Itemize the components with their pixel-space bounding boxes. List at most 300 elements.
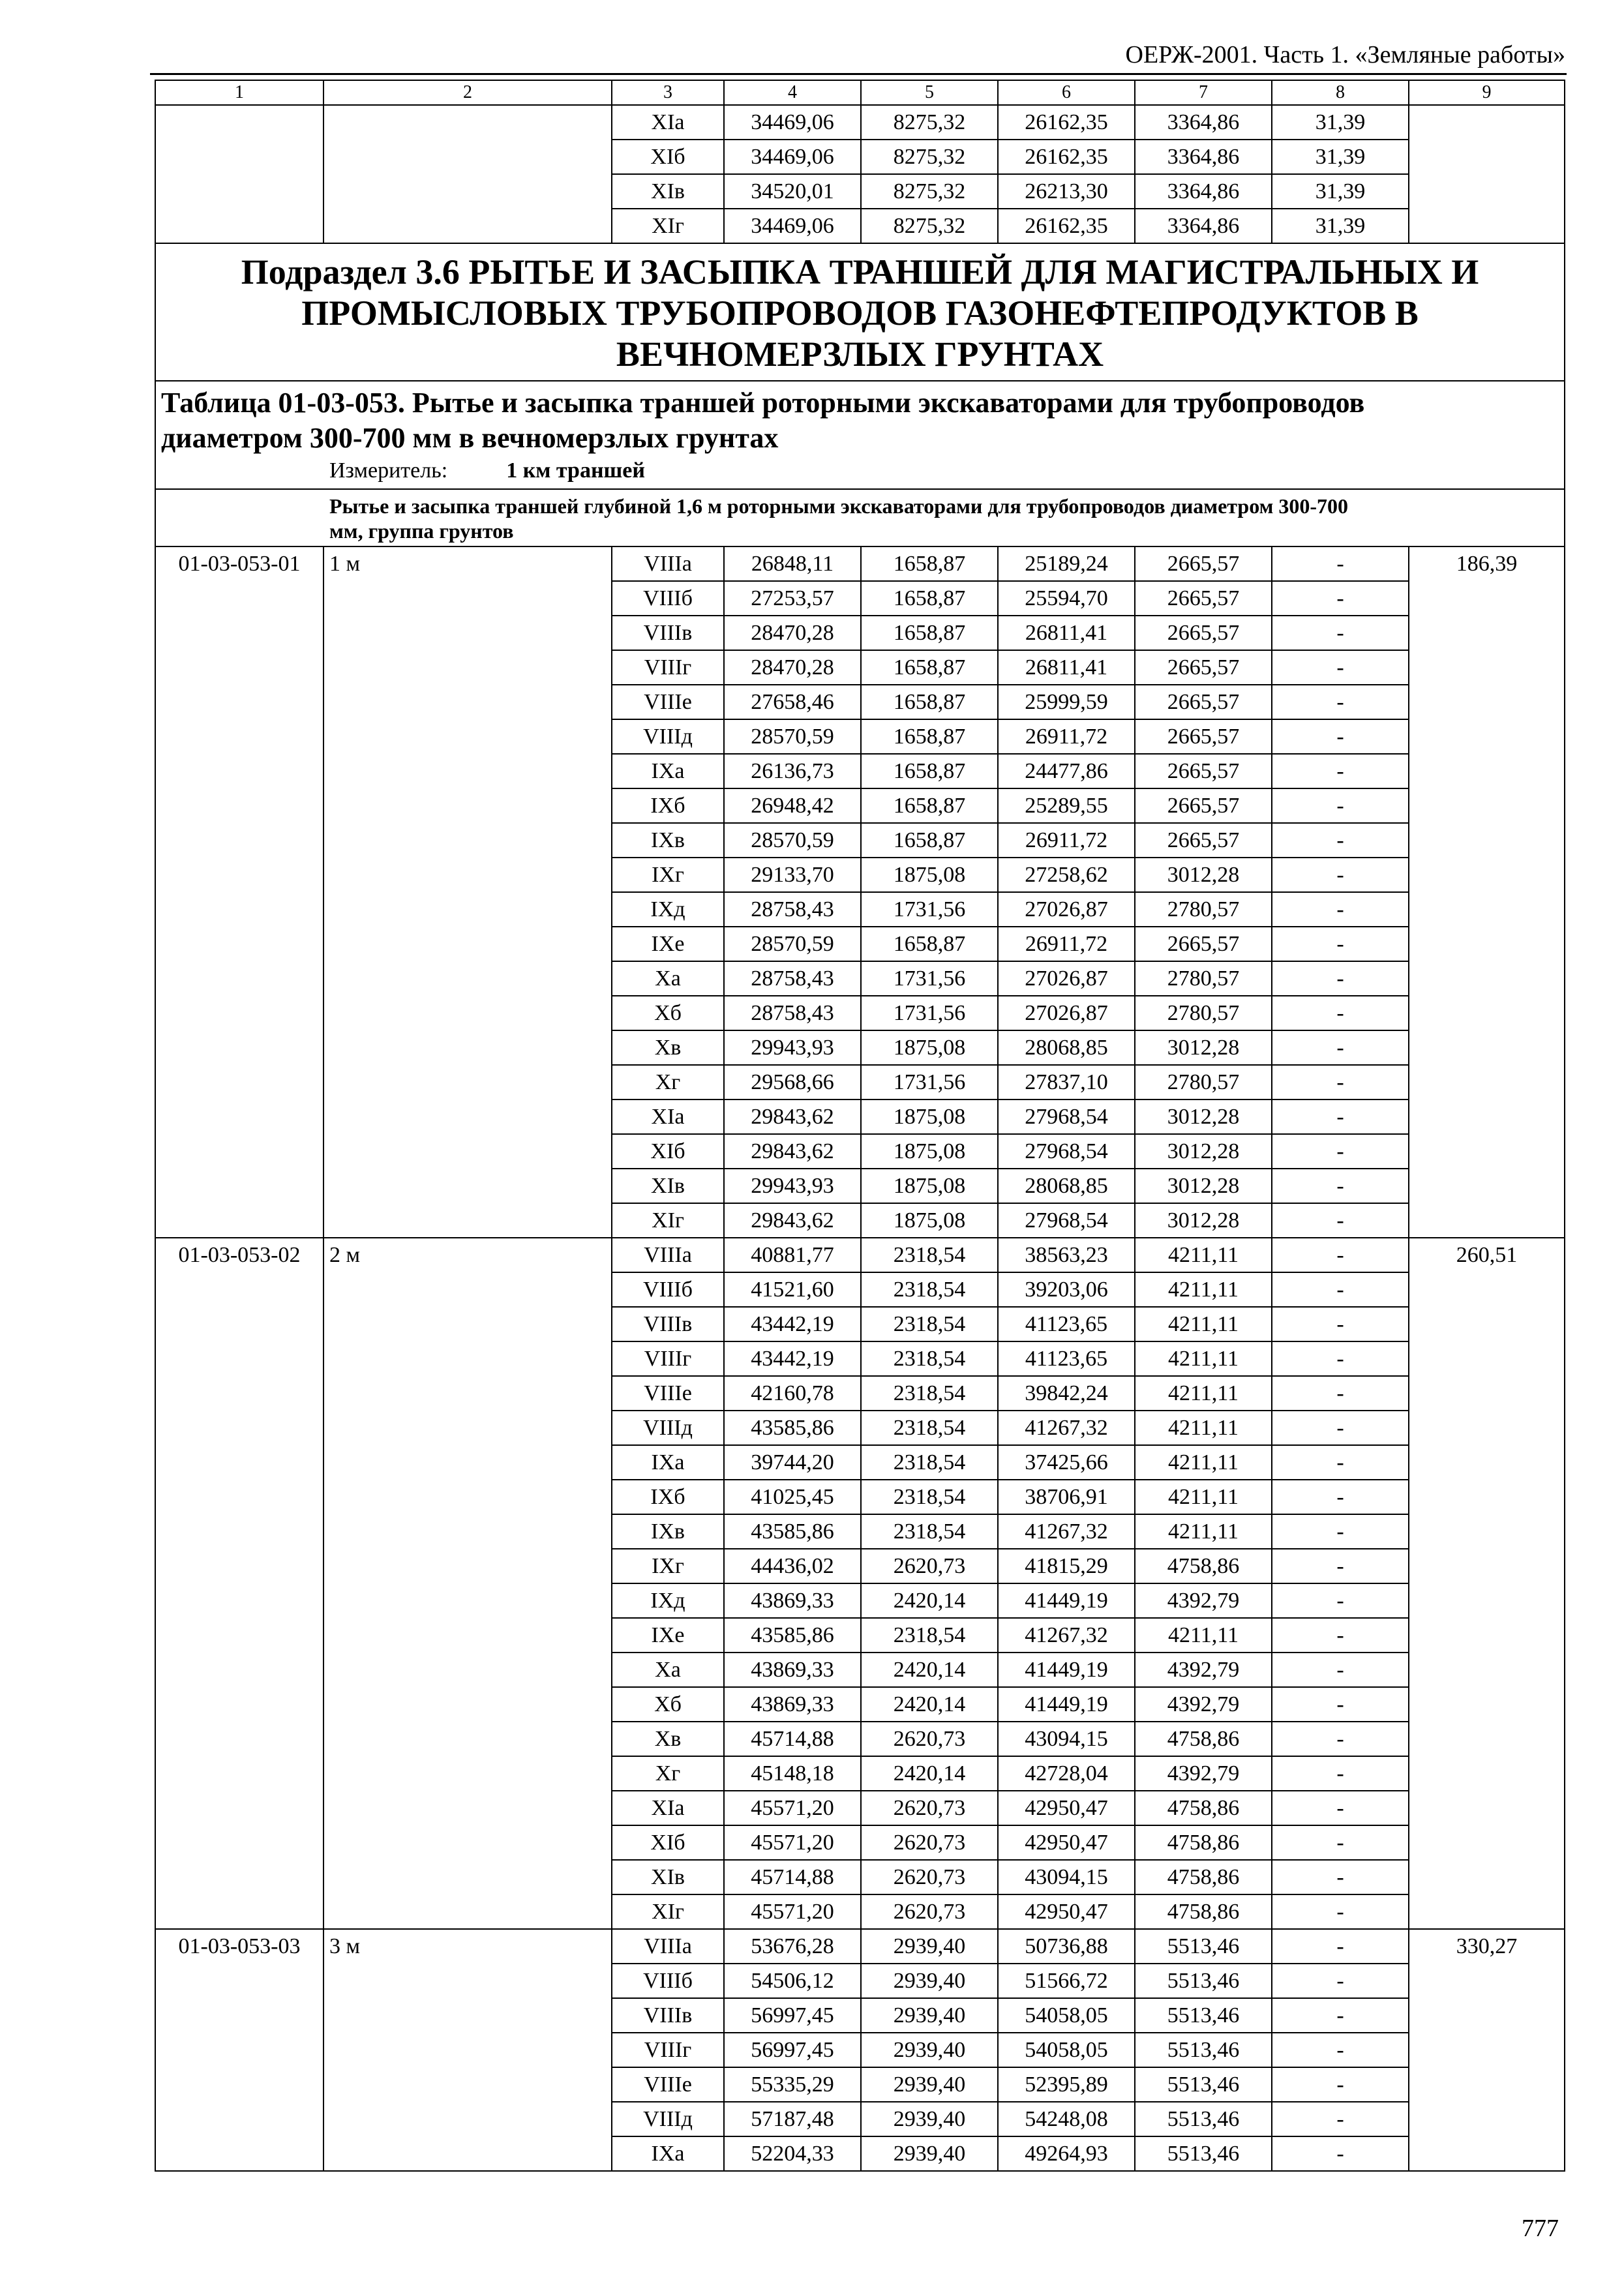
- table-cell: 28068,85: [998, 1030, 1135, 1065]
- table-cell: 27837,10: [998, 1065, 1135, 1100]
- table-cell: 41521,60: [724, 1272, 861, 1307]
- table-cell: IXд: [612, 1583, 724, 1618]
- table-cell: 2939,40: [861, 1929, 998, 1964]
- table-cell: 44436,02: [724, 1549, 861, 1583]
- table-cell: -: [1272, 1411, 1409, 1445]
- rate-code: 01-03-053-02: [155, 1238, 323, 1929]
- table-cell: 5513,46: [1135, 1929, 1272, 1964]
- table-cell: 45571,20: [724, 1825, 861, 1860]
- table-row: [155, 1238, 1565, 1272]
- table-cell: 3364,86: [1135, 209, 1272, 243]
- table-cell: -: [1272, 1203, 1409, 1238]
- table-cell: -: [1272, 1341, 1409, 1376]
- table-cell: 54506,12: [724, 1964, 861, 1998]
- table-cell: 2620,73: [861, 1894, 998, 1929]
- table-cell: XIб: [612, 140, 724, 174]
- table-cell: XIв: [612, 174, 724, 209]
- table-cell: 2420,14: [861, 1687, 998, 1722]
- table-cell: 52204,33: [724, 2136, 861, 2171]
- rates-table-body: [155, 80, 1565, 2171]
- table-cell: 3364,86: [1135, 105, 1272, 140]
- table-cell: 1658,87: [861, 546, 998, 581]
- table-cell: -: [1272, 823, 1409, 858]
- table-cell: 28758,43: [724, 961, 861, 996]
- table-cell: 2318,54: [861, 1618, 998, 1653]
- table-cell: IXв: [612, 1514, 724, 1549]
- table-cell: 2620,73: [861, 1722, 998, 1756]
- table-cell: -: [1272, 1238, 1409, 1272]
- table-cell: Xб: [612, 996, 724, 1030]
- column-number-row: [155, 80, 1565, 105]
- table-cell: VIIIг: [612, 1341, 724, 1376]
- table-cell: 43442,19: [724, 1341, 861, 1376]
- table-cell: 2780,57: [1135, 996, 1272, 1030]
- table-cell: 28068,85: [998, 1169, 1135, 1203]
- table-cell: 2665,57: [1135, 546, 1272, 581]
- table-cell: 8275,32: [861, 209, 998, 243]
- table-cell: 34469,06: [724, 140, 861, 174]
- rate-name: 1 м: [323, 546, 612, 1238]
- table-cell: IXб: [612, 788, 724, 823]
- table-cell: 4211,11: [1135, 1618, 1272, 1653]
- subsection-heading: [155, 243, 1565, 381]
- table-cell: 4211,11: [1135, 1411, 1272, 1445]
- table-cell: 2318,54: [861, 1272, 998, 1307]
- table-cell: XIа: [612, 105, 724, 140]
- table-cell: -: [1272, 2102, 1409, 2136]
- table-cell: 50736,88: [998, 1929, 1135, 1964]
- table-cell: Xг: [612, 1756, 724, 1791]
- table-cell: IXе: [612, 1618, 724, 1653]
- subsection-title: [161, 244, 1559, 380]
- table-cell: 45571,20: [724, 1894, 861, 1929]
- table-cell: -: [1272, 927, 1409, 961]
- table-cell: 42950,47: [998, 1825, 1135, 1860]
- table-cell: -: [1272, 1134, 1409, 1169]
- table-cell: 2665,57: [1135, 754, 1272, 788]
- table-cell: Xа: [612, 961, 724, 996]
- column-number: 6: [998, 80, 1135, 105]
- table-cell: VIIIд: [612, 719, 724, 754]
- table-cell: 4392,79: [1135, 1653, 1272, 1687]
- column-number: 1: [155, 80, 323, 105]
- table-cell: 54058,05: [998, 1998, 1135, 2033]
- table-cell: 51566,72: [998, 1964, 1135, 1998]
- table-cell: 39842,24: [998, 1376, 1135, 1411]
- table-cell: 2620,73: [861, 1825, 998, 1860]
- table-cell: VIIIе: [612, 685, 724, 719]
- table-cell: VIIIг: [612, 2033, 724, 2067]
- table-cell: Xг: [612, 1065, 724, 1100]
- table-cell: 3012,28: [1135, 1134, 1272, 1169]
- table-cell: 43442,19: [724, 1307, 861, 1341]
- table-cell: 3012,28: [1135, 1100, 1272, 1134]
- table-cell: -: [1272, 1929, 1409, 1964]
- table-cell: -: [1272, 1618, 1409, 1653]
- table-cell: 5513,46: [1135, 2136, 1272, 2171]
- table-cell: 28570,59: [724, 927, 861, 961]
- table-cell: 45148,18: [724, 1756, 861, 1791]
- column-number: 7: [1135, 80, 1272, 105]
- table-cell: 2318,54: [861, 1514, 998, 1549]
- table-cell: 2620,73: [861, 1549, 998, 1583]
- table-cell: -: [1272, 1100, 1409, 1134]
- rate-name: 2 м: [323, 1238, 612, 1929]
- table-cell: 2665,57: [1135, 823, 1272, 858]
- measure-unit: 1 км траншей: [506, 458, 645, 483]
- table-cell: 43585,86: [724, 1514, 861, 1549]
- table-cell: 4758,86: [1135, 1860, 1272, 1894]
- table-cell: 28470,28: [724, 616, 861, 650]
- table-cell: 2939,40: [861, 2102, 998, 2136]
- table-cell: 5513,46: [1135, 2102, 1272, 2136]
- column-number: 4: [724, 80, 861, 105]
- subsection-title-line: ВЕЧНОМЕРЗЛЫХ ГРУНТАХ: [616, 335, 1104, 374]
- table-cell: 5513,46: [1135, 1964, 1272, 1998]
- table-cell: 4392,79: [1135, 1756, 1272, 1791]
- table-title: [161, 382, 1559, 456]
- table-title-row: [155, 381, 1565, 489]
- table-cell: Xв: [612, 1722, 724, 1756]
- table-cell: 26213,30: [998, 174, 1135, 209]
- table-cell: Xв: [612, 1030, 724, 1065]
- table-cell: VIIIб: [612, 581, 724, 616]
- table-cell: -: [1272, 2136, 1409, 2171]
- table-cell: 41449,19: [998, 1653, 1135, 1687]
- table-cell: 2318,54: [861, 1238, 998, 1272]
- table-cell: 3364,86: [1135, 174, 1272, 209]
- table-cell: 42728,04: [998, 1756, 1135, 1791]
- group-description-line: Рытье и засыпка траншей глубиной 1,6 м роторными экскаваторами для трубопроводов диаметром 300-700: [329, 494, 1349, 518]
- table-cell: 26848,11: [724, 546, 861, 581]
- table-cell: 4758,86: [1135, 1825, 1272, 1860]
- table-cell: 27026,87: [998, 961, 1135, 996]
- table-cell: 1658,87: [861, 823, 998, 858]
- table-cell: 1875,08: [861, 1134, 998, 1169]
- table-cell: 4758,86: [1135, 1791, 1272, 1825]
- table-cell: 4211,11: [1135, 1445, 1272, 1480]
- table-cell: -: [1272, 650, 1409, 685]
- col9-cell: [1409, 105, 1565, 243]
- table-cell: 2939,40: [861, 2033, 998, 2067]
- table-cell: 25999,59: [998, 685, 1135, 719]
- table-cell: 26162,35: [998, 140, 1135, 174]
- table-cell: 2665,57: [1135, 685, 1272, 719]
- table-cell: -: [1272, 1998, 1409, 2033]
- table-cell: 2318,54: [861, 1307, 998, 1341]
- table-cell: 26811,41: [998, 650, 1135, 685]
- table-cell: 38563,23: [998, 1238, 1135, 1272]
- table-cell: 34520,01: [724, 174, 861, 209]
- table-cell: 2665,57: [1135, 650, 1272, 685]
- table-cell: XIв: [612, 1860, 724, 1894]
- table-cell: IXг: [612, 1549, 724, 1583]
- table-cell: 2420,14: [861, 1756, 998, 1791]
- table-cell: IXг: [612, 858, 724, 892]
- table-cell: 53676,28: [724, 1929, 861, 1964]
- table-cell: 1658,87: [861, 927, 998, 961]
- table-cell: -: [1272, 1549, 1409, 1583]
- table-cell: 27968,54: [998, 1100, 1135, 1134]
- subsection-row: [155, 243, 1565, 381]
- table-cell: 26911,72: [998, 927, 1135, 961]
- table-cell: 2780,57: [1135, 1065, 1272, 1100]
- table-cell: 2318,54: [861, 1445, 998, 1480]
- table-cell: 42950,47: [998, 1894, 1135, 1929]
- table-cell: 3012,28: [1135, 1203, 1272, 1238]
- table-cell: 56997,45: [724, 1998, 861, 2033]
- table-cell: 39203,06: [998, 1272, 1135, 1307]
- column-number: 5: [861, 80, 998, 105]
- table-cell: 27026,87: [998, 996, 1135, 1030]
- table-cell: 2665,57: [1135, 788, 1272, 823]
- table-cell: -: [1272, 1445, 1409, 1480]
- table-cell: XIб: [612, 1134, 724, 1169]
- table-cell: -: [1272, 1480, 1409, 1514]
- table-cell: IXб: [612, 1480, 724, 1514]
- rate-col9: 260,51: [1409, 1238, 1565, 1929]
- table-cell: 4211,11: [1135, 1238, 1272, 1272]
- table-cell: -: [1272, 1065, 1409, 1100]
- table-cell: 41449,19: [998, 1583, 1135, 1618]
- table-cell: 43869,33: [724, 1653, 861, 1687]
- table-cell: Xб: [612, 1687, 724, 1722]
- table-cell: 8275,32: [861, 174, 998, 209]
- table-cell: 27026,87: [998, 892, 1135, 927]
- table-cell: 41267,32: [998, 1514, 1135, 1549]
- table-cell: 28758,43: [724, 996, 861, 1030]
- page-number: 777: [1522, 2215, 1559, 2242]
- table-cell: 29843,62: [724, 1203, 861, 1238]
- table-row: [155, 105, 1565, 140]
- code-cell: [155, 105, 323, 243]
- group-description-line: мм, группа грунтов: [329, 519, 514, 543]
- group-description-row: [155, 489, 1565, 546]
- table-cell: XIа: [612, 1100, 724, 1134]
- table-cell: 27253,57: [724, 581, 861, 616]
- table-cell: 27968,54: [998, 1203, 1135, 1238]
- table-cell: 4211,11: [1135, 1341, 1272, 1376]
- table-cell: 1875,08: [861, 1100, 998, 1134]
- table-cell: XIг: [612, 209, 724, 243]
- table-cell: VIIIе: [612, 1376, 724, 1411]
- table-cell: -: [1272, 2033, 1409, 2067]
- table-cell: 56997,45: [724, 2033, 861, 2067]
- table-cell: 29568,66: [724, 1065, 861, 1100]
- table-cell: -: [1272, 892, 1409, 927]
- table-cell: -: [1272, 1653, 1409, 1687]
- measure: [161, 456, 1559, 488]
- table-cell: Xа: [612, 1653, 724, 1687]
- table-cell: 2318,54: [861, 1480, 998, 1514]
- table-title-cell: [155, 381, 1565, 489]
- table-cell: VIIIд: [612, 1411, 724, 1445]
- table-cell: VIIIв: [612, 616, 724, 650]
- table-cell: 4392,79: [1135, 1583, 1272, 1618]
- table-cell: 4211,11: [1135, 1272, 1272, 1307]
- table-cell: 1658,87: [861, 754, 998, 788]
- table-cell: 57187,48: [724, 2102, 861, 2136]
- table-cell: 1875,08: [861, 1030, 998, 1065]
- table-cell: 40881,77: [724, 1238, 861, 1272]
- table-cell: 54248,08: [998, 2102, 1135, 2136]
- measure-label: Измеритель:: [329, 458, 448, 483]
- table-cell: 1731,56: [861, 961, 998, 996]
- table-cell: 4211,11: [1135, 1514, 1272, 1549]
- table-cell: 29943,93: [724, 1030, 861, 1065]
- table-cell: 1875,08: [861, 858, 998, 892]
- table-cell: 2665,57: [1135, 719, 1272, 754]
- rate-code: 01-03-053-03: [155, 1929, 323, 2171]
- table-cell: XIв: [612, 1169, 724, 1203]
- table-cell: -: [1272, 1756, 1409, 1791]
- table-cell: 8275,32: [861, 140, 998, 174]
- table-cell: -: [1272, 2067, 1409, 2102]
- table-cell: XIг: [612, 1203, 724, 1238]
- table-cell: 54058,05: [998, 2033, 1135, 2067]
- table-cell: -: [1272, 1722, 1409, 1756]
- table-cell: 2939,40: [861, 1998, 998, 2033]
- name-cell: [323, 105, 612, 243]
- table-cell: -: [1272, 788, 1409, 823]
- table-cell: 5513,46: [1135, 2067, 1272, 2102]
- table-cell: IXв: [612, 823, 724, 858]
- column-number: 2: [323, 80, 612, 105]
- table-cell: 3012,28: [1135, 1030, 1272, 1065]
- rate-name: 3 м: [323, 1929, 612, 2171]
- column-number: 9: [1409, 80, 1565, 105]
- table-cell: -: [1272, 1860, 1409, 1894]
- table-cell: 42950,47: [998, 1791, 1135, 1825]
- table-cell: 1658,87: [861, 616, 998, 650]
- table-title-line: диаметром 300-700 мм в вечномерзлых грунтах: [161, 422, 779, 454]
- table-cell: 2780,57: [1135, 961, 1272, 996]
- table-cell: 5513,46: [1135, 2033, 1272, 2067]
- table-cell: 2665,57: [1135, 927, 1272, 961]
- table-title-line: Таблица 01-03-053. Рытье и засыпка траншей роторными экскаваторами для трубопроводов: [161, 387, 1365, 419]
- table-cell: 2939,40: [861, 1964, 998, 1998]
- table-cell: 3364,86: [1135, 140, 1272, 174]
- table-cell: 2780,57: [1135, 892, 1272, 927]
- table-cell: 41267,32: [998, 1618, 1135, 1653]
- table-cell: 29943,93: [724, 1169, 861, 1203]
- table-cell: 43869,33: [724, 1583, 861, 1618]
- subsection-title-line: Подраздел 3.6 РЫТЬЕ И ЗАСЫПКА ТРАНШЕЙ ДЛЯ МАГИСТРАЛЬНЫХ И: [241, 252, 1479, 292]
- table-cell: 29843,62: [724, 1100, 861, 1134]
- table-cell: -: [1272, 1030, 1409, 1065]
- table-cell: -: [1272, 1687, 1409, 1722]
- table-cell: 29133,70: [724, 858, 861, 892]
- table-cell: -: [1272, 754, 1409, 788]
- table-cell: 37425,66: [998, 1445, 1135, 1480]
- table-cell: 49264,93: [998, 2136, 1135, 2171]
- table-cell: 2620,73: [861, 1860, 998, 1894]
- table-cell: XIа: [612, 1791, 724, 1825]
- table-cell: 39744,20: [724, 1445, 861, 1480]
- table-cell: 41025,45: [724, 1480, 861, 1514]
- table-cell: 4392,79: [1135, 1687, 1272, 1722]
- table-cell: 43869,33: [724, 1687, 861, 1722]
- table-cell: -: [1272, 1272, 1409, 1307]
- table-cell: -: [1272, 581, 1409, 616]
- table-cell: 1658,87: [861, 719, 998, 754]
- table-cell: -: [1272, 858, 1409, 892]
- table-cell: 43094,15: [998, 1722, 1135, 1756]
- table-cell: 31,39: [1272, 140, 1409, 174]
- table-cell: -: [1272, 996, 1409, 1030]
- table-cell: 2939,40: [861, 2136, 998, 2171]
- table-cell: IXа: [612, 754, 724, 788]
- column-number: 3: [612, 80, 724, 105]
- table-cell: 31,39: [1272, 209, 1409, 243]
- table-cell: 4758,86: [1135, 1722, 1272, 1756]
- rate-col9: 186,39: [1409, 546, 1565, 1238]
- table-cell: 28570,59: [724, 823, 861, 858]
- table-cell: 52395,89: [998, 2067, 1135, 2102]
- table-cell: 1875,08: [861, 1169, 998, 1203]
- table-cell: 1658,87: [861, 685, 998, 719]
- table-cell: 1658,87: [861, 788, 998, 823]
- table-cell: VIIIе: [612, 2067, 724, 2102]
- table-cell: 26948,42: [724, 788, 861, 823]
- table-cell: 27968,54: [998, 1134, 1135, 1169]
- table-cell: 26162,35: [998, 105, 1135, 140]
- table-cell: 41449,19: [998, 1687, 1135, 1722]
- table-cell: 41267,32: [998, 1411, 1135, 1445]
- table-cell: VIIIа: [612, 1929, 724, 1964]
- table-cell: 43094,15: [998, 1860, 1135, 1894]
- group-description-cell: [155, 489, 1565, 546]
- table-cell: 25189,24: [998, 546, 1135, 581]
- table-cell: 2620,73: [861, 1791, 998, 1825]
- table-cell: -: [1272, 1825, 1409, 1860]
- column-number: 8: [1272, 80, 1409, 105]
- table-cell: VIIIб: [612, 1964, 724, 1998]
- table-cell: 34469,06: [724, 209, 861, 243]
- table-cell: 41815,29: [998, 1549, 1135, 1583]
- table-cell: 41123,65: [998, 1307, 1135, 1341]
- table-cell: VIIIд: [612, 2102, 724, 2136]
- table-cell: 26911,72: [998, 823, 1135, 858]
- table-cell: 45714,88: [724, 1722, 861, 1756]
- table-cell: 2420,14: [861, 1653, 998, 1687]
- table-cell: 45571,20: [724, 1791, 861, 1825]
- table-cell: -: [1272, 546, 1409, 581]
- table-cell: 45714,88: [724, 1860, 861, 1894]
- table-cell: -: [1272, 1307, 1409, 1341]
- table-cell: 43585,86: [724, 1411, 861, 1445]
- table-cell: -: [1272, 616, 1409, 650]
- table-cell: -: [1272, 1376, 1409, 1411]
- table-cell: 42160,78: [724, 1376, 861, 1411]
- table-cell: 28758,43: [724, 892, 861, 927]
- table-cell: 1731,56: [861, 1065, 998, 1100]
- table-cell: IXа: [612, 1445, 724, 1480]
- table-cell: 25289,55: [998, 788, 1135, 823]
- table-cell: 4211,11: [1135, 1307, 1272, 1341]
- rate-code: 01-03-053-01: [155, 546, 323, 1238]
- table-cell: 41123,65: [998, 1341, 1135, 1376]
- table-cell: 4211,11: [1135, 1480, 1272, 1514]
- table-row: [155, 1929, 1565, 1964]
- table-cell: 1658,87: [861, 581, 998, 616]
- table-cell: 1731,56: [861, 996, 998, 1030]
- table-cell: -: [1272, 719, 1409, 754]
- table-cell: 43585,86: [724, 1618, 861, 1653]
- table-cell: 2665,57: [1135, 581, 1272, 616]
- table-cell: 26911,72: [998, 719, 1135, 754]
- table-cell: 1731,56: [861, 892, 998, 927]
